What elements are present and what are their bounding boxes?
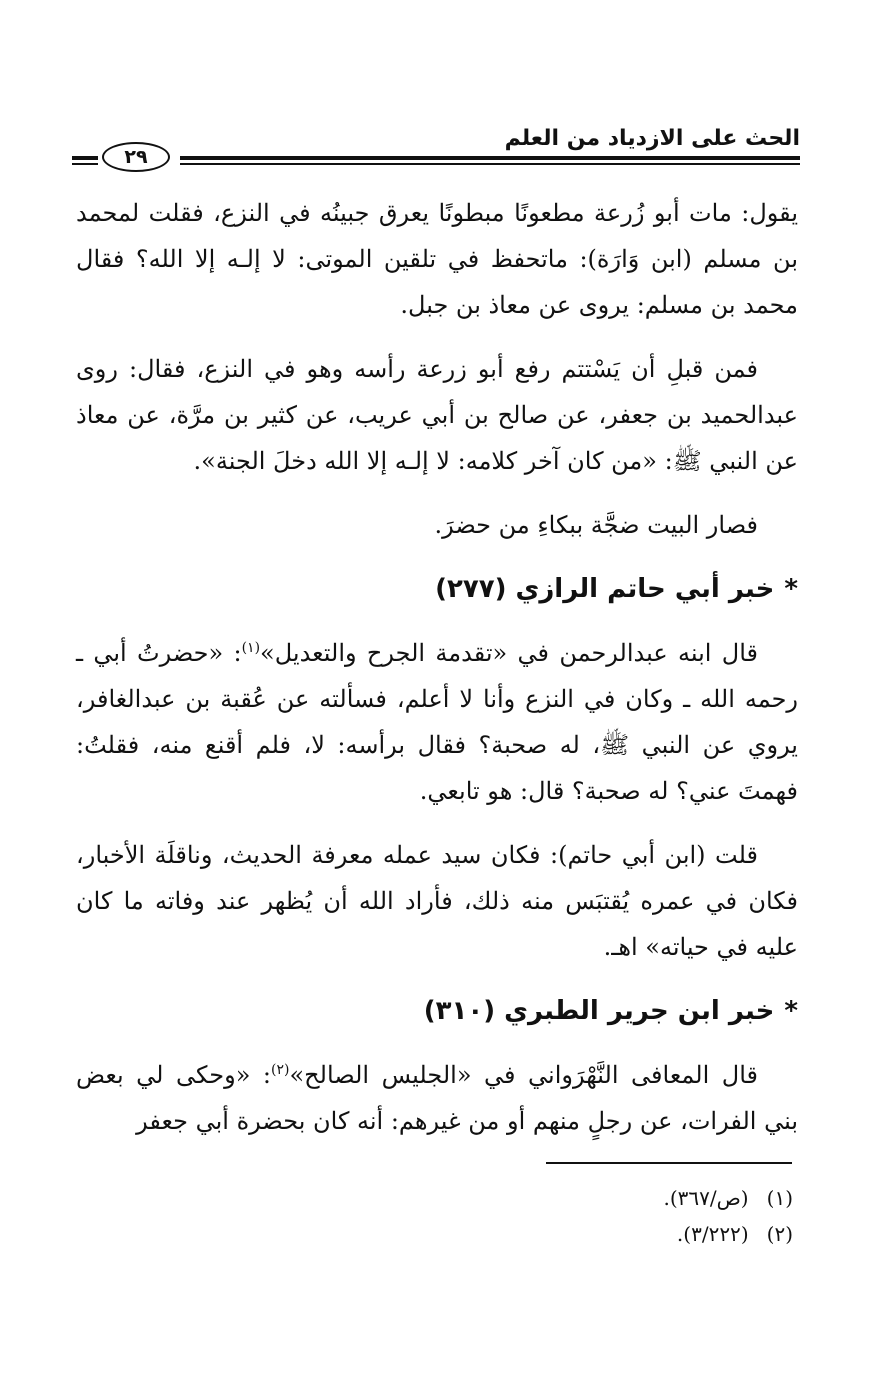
paragraph-text: قال ابنه عبدالرحمن في «تقدمة الجرح والتعديل»	[260, 639, 758, 667]
footnotes	[393, 1180, 793, 1252]
footnote-text: (٣/٢٢٢).	[676, 1222, 749, 1246]
footnote-number: (١)	[766, 1186, 793, 1210]
footnote-text: (ص/٣٦٧).	[663, 1186, 749, 1210]
footnote-ref-2[interactable]: (٢)	[271, 1062, 290, 1078]
section-title: خبر ابن جرير الطبري (٣١٠)	[423, 996, 775, 1026]
footnote-number: (٢)	[766, 1222, 793, 1246]
footnote-separator	[546, 1162, 792, 1164]
paragraph-text: : «حضرتُ أبي ـ رحمه الله ـ وكان في النزع وأنا لا أعلم، فسألته عن عُقبة بن عبدالغافر، يروي عن النبي ﷺ، له صحبة؟ فقال برأسه: لا، فلم أقنع منه، فقلتُ: فهمتَ عني؟ له صحبة؟ قال: هو تابعي.	[76, 639, 798, 805]
page-number: ٢٩	[102, 142, 170, 172]
footnote-2	[393, 1216, 793, 1252]
header-rule-thick-right	[180, 156, 800, 160]
page-header	[72, 122, 800, 172]
running-title: الحث على الازدياد من العلم	[504, 126, 800, 151]
section-heading-abu-hatim	[76, 566, 798, 612]
paragraph-6	[76, 1052, 798, 1144]
star-marker: *	[784, 574, 798, 604]
paragraph-5: قلت (ابن أبي حاتم): فكان سيد عمله معرفة الحديث، وناقلَة الأخبار، فكان في عمره يُقتبَس منه ذلك، فأراد الله أن يُظهر عند وفاته ما كان عليه في حياته» اهـ.	[76, 841, 798, 961]
section-heading-tabari	[76, 988, 798, 1034]
paragraph-2: فمن قبلِ أن يَسْتتم رفع أبو زرعة رأسه وهو في النزع، فقال: روى عبدالحميد بن جعفر، عن صالح بن أبي عريب، عن كثير بن مرَّة، عن معاذ عن النبي ﷺ: «من كان آخر كلامه: لا إلـه إلا الله دخلَ الجنة».	[76, 355, 798, 475]
header-rule-thick-left	[72, 156, 98, 160]
main-text	[76, 190, 798, 1162]
header-rule-thin-left	[72, 163, 98, 165]
paragraph-4	[76, 630, 798, 814]
paragraph-text: : «وحكى لي بعض بني الفرات، عن رجلٍ منهم أو من غيرهم: أنه كان بحضرة أبي جعفر	[76, 1061, 798, 1135]
header-rule-thin-right	[180, 163, 800, 165]
star-marker: *	[784, 996, 798, 1026]
paragraph-text: قال المعافى النَّهْرَواني في «الجليس الصالح»	[289, 1061, 758, 1089]
paragraph-1: يقول: مات أبو زُرعة مطعونًا مبطونًا يعرق جبينُه في النزع، فقلت لمحمد بن مسلم (ابن وَارَة): ماتحفظ في تلقين الموتى: لا إلـه إلا الله؟ فقال محمد بن مسلم: يروى عن معاذ بن جبل.	[76, 199, 798, 319]
footnote-ref-1[interactable]: (١)	[241, 640, 261, 656]
paragraph-3: فصار البيت ضجَّة ببكاءِ من حضرَ.	[434, 511, 758, 539]
footnote-1	[393, 1180, 793, 1216]
section-title: خبر أبي حاتم الرازي (٢٧٧)	[435, 574, 775, 604]
